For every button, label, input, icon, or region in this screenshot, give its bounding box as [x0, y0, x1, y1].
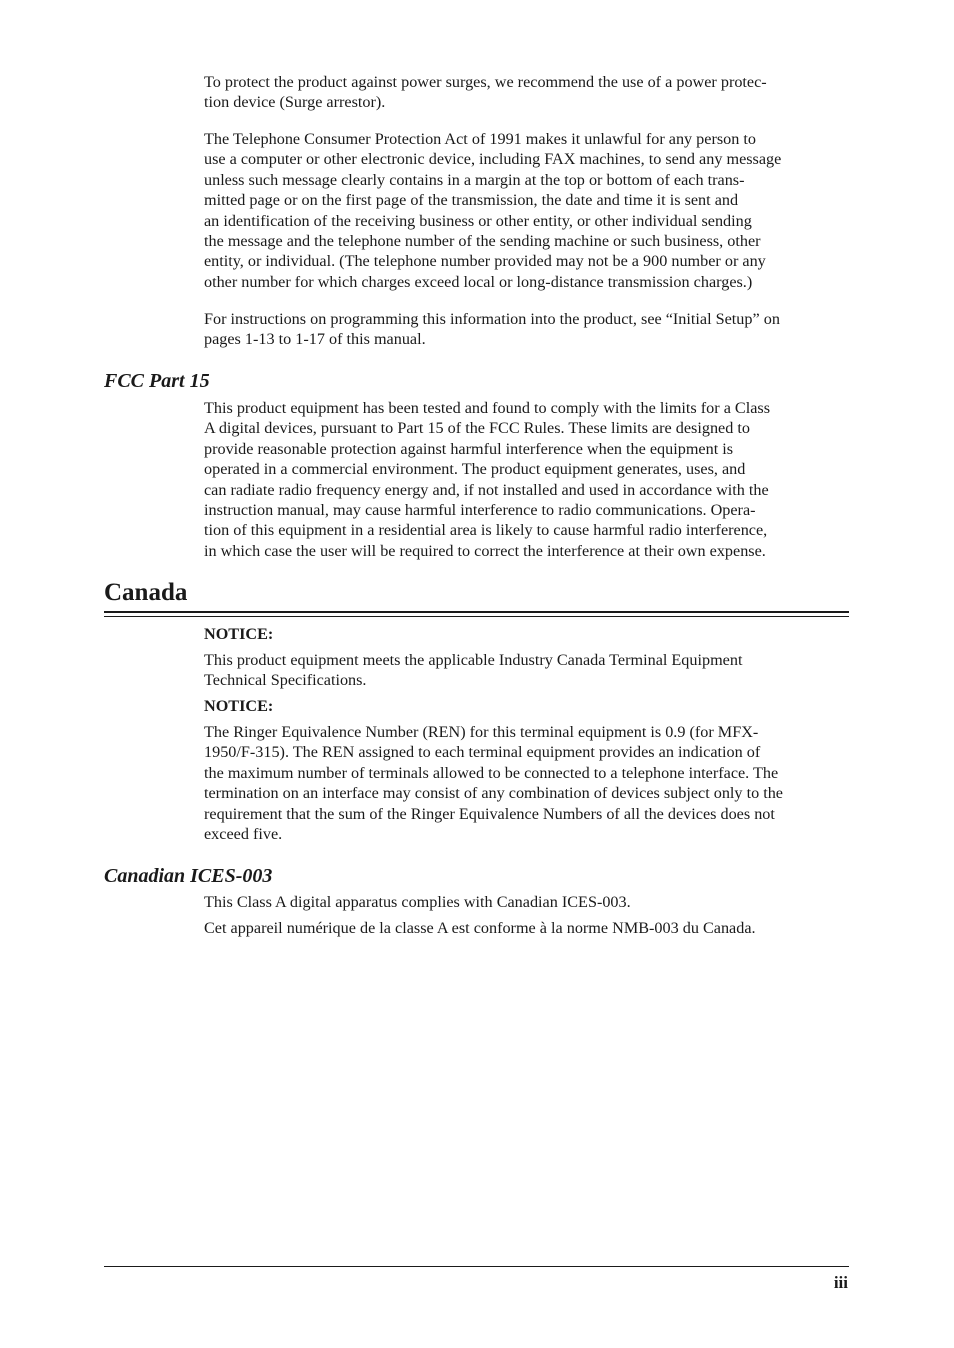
paragraph-line: in which case the user will be required to correct the interference at their own expense.	[204, 541, 766, 560]
fcc-part15-heading: FCC Part 15	[104, 370, 210, 392]
paragraph-line: entity, or individual. (The telephone number provided may not be a 900 number or any	[204, 252, 766, 271]
ices-french-line	[204, 918, 852, 938]
setup-instructions-paragraph	[204, 309, 852, 350]
paragraph-line: tion of this equipment in a residential area is likely to cause harmful radio interference,	[204, 521, 768, 540]
paragraph-line: This Class A digital apparatus complies with Canadian ICES-003.	[204, 893, 631, 911]
surge-paragraph	[204, 72, 852, 113]
ices-003-heading: Canadian ICES-003	[104, 865, 273, 887]
fcc-paragraph	[204, 398, 852, 561]
ices-english-line	[204, 892, 852, 912]
notice-label: NOTICE:	[204, 625, 274, 643]
paragraph-line: tion device (Surge arrestor).	[204, 93, 386, 112]
page-number: iii	[833, 1273, 848, 1292]
paragraph-line: other number for which charges exceed local or long-distance transmission charges.)	[204, 272, 753, 291]
paragraph-line: unless such message clearly contains in a margin at the top or bottom of each trans-	[204, 170, 745, 189]
section-divider	[104, 611, 849, 613]
footer-divider	[104, 1266, 849, 1267]
canada-heading: Canada	[104, 579, 188, 606]
paragraph-line: The Telephone Consumer Protection Act of 1991 makes it unlawful for any person to	[204, 130, 756, 148]
paragraph-line: operated in a commercial environment. The product equipment generates, uses, and	[204, 460, 746, 479]
paragraph-line: 1950/F-315). The REN assigned to each terminal equipment provides an indication of	[204, 743, 761, 762]
paragraph-line: can radiate radio frequency energy and, if not installed and used in accordance with the	[204, 480, 769, 499]
paragraph-line: This product equipment has been tested and found to comply with the limits for a Class	[204, 399, 771, 417]
paragraph-line: use a computer or other electronic device, including FAX machines, to send any message	[204, 150, 782, 169]
paragraph-line: To protect the product against power surges, we recommend the use of a power protec-	[204, 73, 767, 91]
paragraph-line: A digital devices, pursuant to Part 15 of the FCC Rules. These limits are designed to	[204, 419, 750, 438]
paragraph-line: This product equipment meets the applicable Industry Canada Terminal Equipment	[204, 651, 743, 669]
paragraph-line: the message and the telephone number of the sending machine or such business, other	[204, 232, 761, 251]
notice-label: NOTICE:	[204, 697, 274, 715]
canada-notice-2-text	[204, 722, 852, 844]
paragraph-line: Technical Specifications.	[204, 671, 367, 690]
paragraph-line: pages 1-13 to 1-17 of this manual.	[204, 330, 426, 349]
paragraph-line: For instructions on programming this information into the product, see “Initial Setup” on	[204, 310, 780, 328]
section-divider-thin	[104, 616, 849, 617]
tcpa-paragraph	[204, 129, 852, 292]
paragraph-line: instruction manual, may cause harmful interference to radio communications. Opera-	[204, 501, 756, 520]
paragraph-line: mitted page or on the first page of the transmission, the date and time it is sent and	[204, 191, 739, 210]
paragraph-line: exceed five.	[204, 825, 283, 844]
paragraph-line: termination on an interface may consist of any combination of devices subject only to the	[204, 784, 783, 803]
paragraph-line: Cet appareil numérique de la classe A est conforme à la norme NMB-003 du Canada.	[204, 919, 756, 937]
paragraph-line: requirement that the sum of the Ringer Equivalence Numbers of all the devices does not	[204, 804, 775, 823]
paragraph-line: an identification of the receiving business or other entity, or other individual sending	[204, 211, 752, 230]
paragraph-line: the maximum number of terminals allowed to be connected to a telephone interface. The	[204, 763, 779, 782]
paragraph-line: provide reasonable protection against harmful interference when the equipment is	[204, 439, 734, 458]
paragraph-line: The Ringer Equivalence Number (REN) for this terminal equipment is 0.9 (for MFX-	[204, 723, 759, 741]
canada-notice-1-text	[204, 650, 852, 691]
